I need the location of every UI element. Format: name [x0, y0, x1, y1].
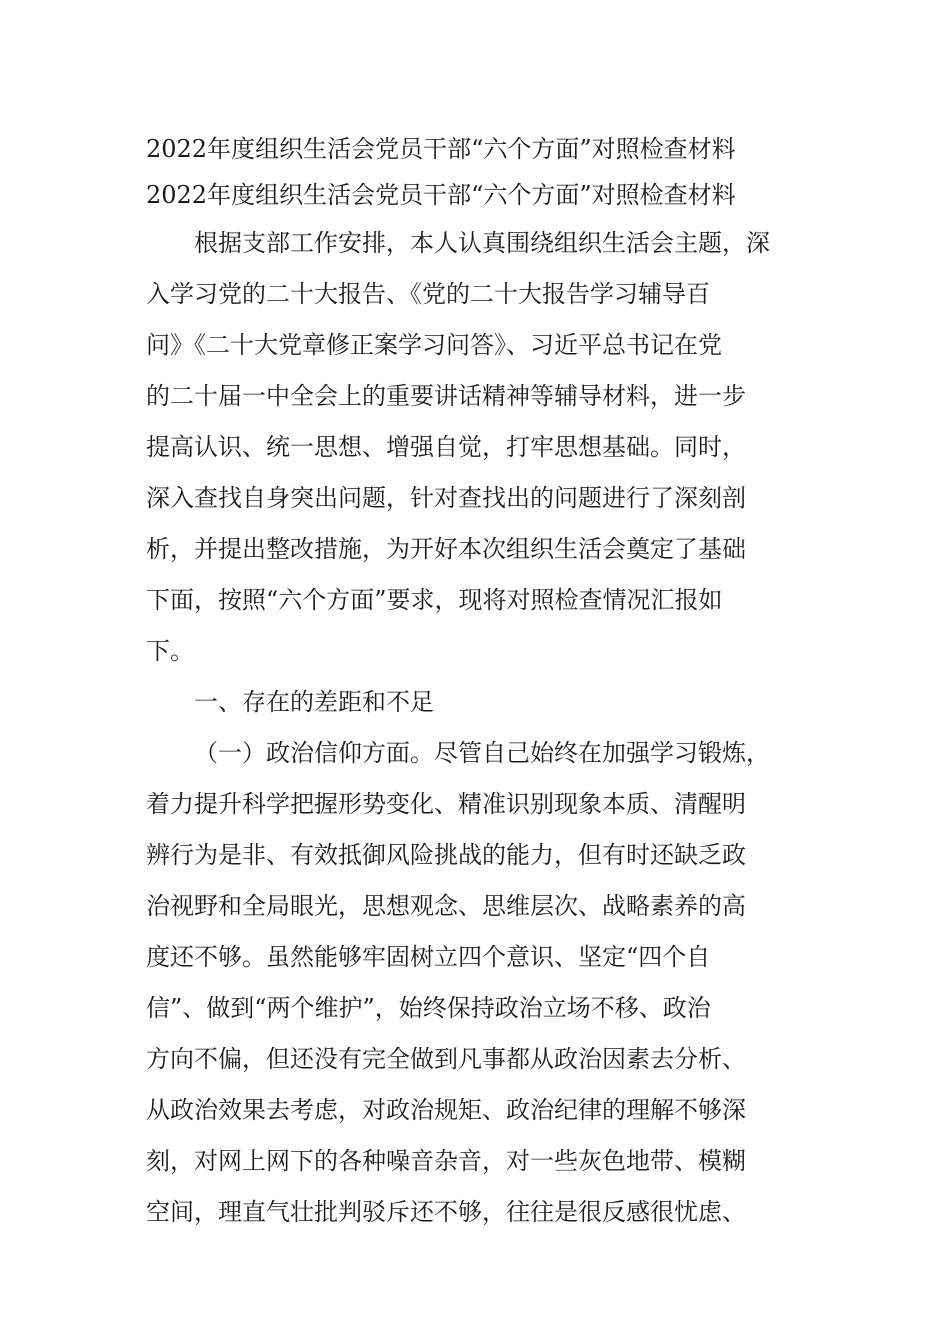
paragraph-line: 治视野和全局眼光，思想观念、思维层次、战略素养的高 — [146, 892, 746, 920]
section-heading: 一、存在的差距和不足 — [194, 688, 434, 716]
paragraph-line: 析，并提出整改措施，为开好本次组织生活会奠定了基础 — [146, 535, 746, 563]
paragraph-line: 提高认识、统一思想、增强自觉，打牢思想基础。同时， — [146, 433, 746, 461]
paragraph-line: 的二十届一中全会上的重要讲话精神等辅导材料，进一步 — [146, 382, 746, 410]
paragraph-line: 空间，理直气壮批判驳斥还不够，往往是很反感很忧虑、 — [146, 1198, 746, 1226]
paragraph-line: 度还不够。虽然能够牢固树立四个意识、坚定“四个自 — [146, 943, 711, 971]
paragraph-line: （一）政治信仰方面。尽管自己始终在加强学习锻炼， — [194, 739, 770, 767]
paragraph-line: 从政治效果去考虑，对政治规矩、政治纪律的理解不够深 — [146, 1096, 746, 1124]
paragraph-line: 信”、做到“两个维护”，始终保持政治立场不移、政治 — [146, 994, 711, 1022]
political-belief-paragraph — [146, 728, 810, 1238]
paragraph-line: 深入查找自身突出问题，针对查找出的问题进行了深刻剖 — [146, 484, 746, 512]
document-title: 2022年度组织生活会党员干部“六个方面”对照检查材料 — [146, 135, 736, 163]
paragraph-line: 辨行为是非、有效抵御风险挑战的能力，但有时还缺乏政 — [146, 841, 746, 869]
intro-paragraph — [146, 218, 810, 677]
paragraph-line: 根据支部工作安排，本人认真围绕组织生活会主题，深 — [194, 229, 770, 257]
paragraph-line: 下面，按照“六个方面”要求，现将对照检查情况汇报如 — [146, 586, 723, 614]
paragraph-line: 刻，对网上网下的各种噪音杂音，对一些灰色地带、模糊 — [146, 1147, 746, 1175]
document-body — [146, 126, 810, 1238]
paragraph-line: 下。 — [146, 637, 194, 665]
paragraph-line: 方向不偏，但还没有完全做到凡事都从政治因素去分析、 — [146, 1045, 746, 1073]
paragraph-line: 入学习党的二十大报告、《党的二十大报告学习辅导百 — [146, 280, 710, 308]
paragraph-line: 问》《二十大党章修正案学习问答》、习近平总书记在党 — [146, 331, 722, 359]
document-title-repeat: 2022年度组织生活会党员干部“六个方面”对照检查材料 — [146, 181, 736, 209]
paragraph-line: 着力提升科学把握形势变化、精准识别现象本质、清醒明 — [146, 790, 746, 818]
